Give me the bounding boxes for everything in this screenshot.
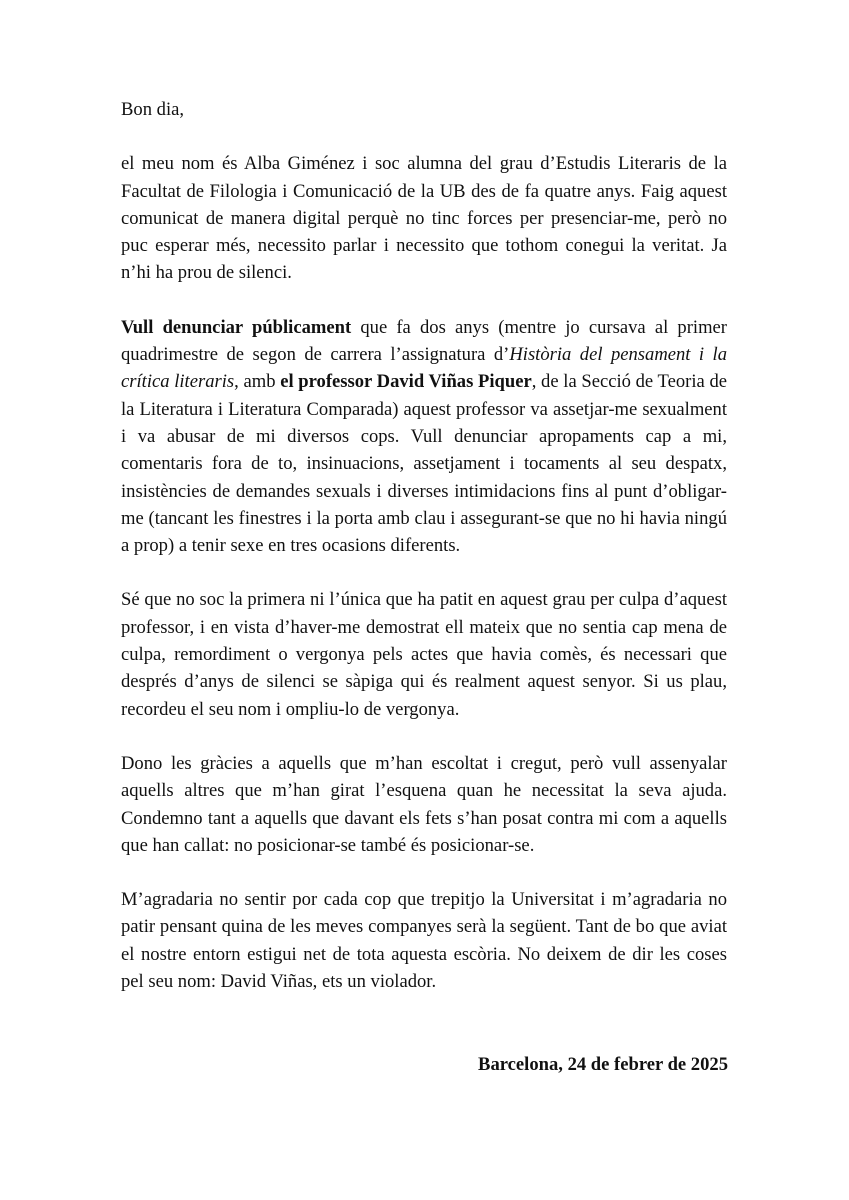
paragraph-closing: M’agradaria no sentir por cada cop que trepitjo la Universitat i m’agradaria no patir pensant quina de les meves companyes serà la següent. Tant de bo que aviat el nostre entorn estigui net de tota aquesta escòria. No deixem de dir les coses pel seu nom: David Viñas, ets un violador. [121,889,727,993]
denunciation-bold-intro: Vull denunciar públicament [121,316,352,338]
paragraph-not-the-first: Sé que no soc la primera ni l’única que ha patit en aquest grau per culpa d’aquest professor, i en vista d’haver-me demostrat ell mateix que no sentia cap mena de culpa, remordiment o vergonya pels actes que havia comès, és necessari que després d’anys de silenci se sàpiga qui és realment aquest senyor. Si us plau, recordeu el seu nom i ompliu-lo de vergonya. [121,589,727,720]
signature-place-date: Barcelona, 24 de febrer de 2025 [478,1054,728,1075]
paragraph-introduction: el meu nom és Alba Giménez i soc alumna del grau d’Estudis Literaris de la Facultat de Filologia i Comunicació de la UB des de fa quatre anys. Faig aquest comunicat de manera digital perquè no tinc forces per presenciar-me, però no puc esperar més, necessito parlar i necessito que tothom conegui la veritat. Ja n’hi ha prou de silenci. [121,153,727,284]
paragraph-denunciation [121,314,727,560]
greeting: Bon dia, [121,99,185,120]
denunciation-text-a: que fa dos anys (mentre jo cursava al primer quadrimestre de segon de carrera l’assignatura d’ [121,316,727,366]
denunciation-text-c: , de la Secció de Teoria de la Literatura i Literatura Comparada) aquest professor va assetjar-me sexualment i va abusar de mi diversos cops. Vull denunciar apropaments cap a mi, comentaris fora de to, insinuacions, assetjament i tocaments al seu despatx, insistències de demandes sexuals i diverses intimidacions fins al punt d’obligar-me (tancant les finestres i la porta amb clau i assegurant-se que no hi havia ningú a prop) a tenir sexe en tres ocasions diferents. [121,371,727,557]
letter-body [121,96,727,995]
denunciation-text-b: , amb [234,371,281,393]
paragraph-thanks: Dono les gràcies a aquells que m’han escoltat i cregut, però vull assenyalar aquells altres que m’han girat l’esquena quan he necessitat la seva ajuda. Condemno tant a aquells que davant els fets s’han posat contra mi com a aquells que han callat: no posicionar-se també és posicionar-se. [121,752,727,856]
professor-name: el professor David Viñas Piquer [280,371,532,393]
course-title: Història del pensament i la crítica literaris [121,344,728,393]
